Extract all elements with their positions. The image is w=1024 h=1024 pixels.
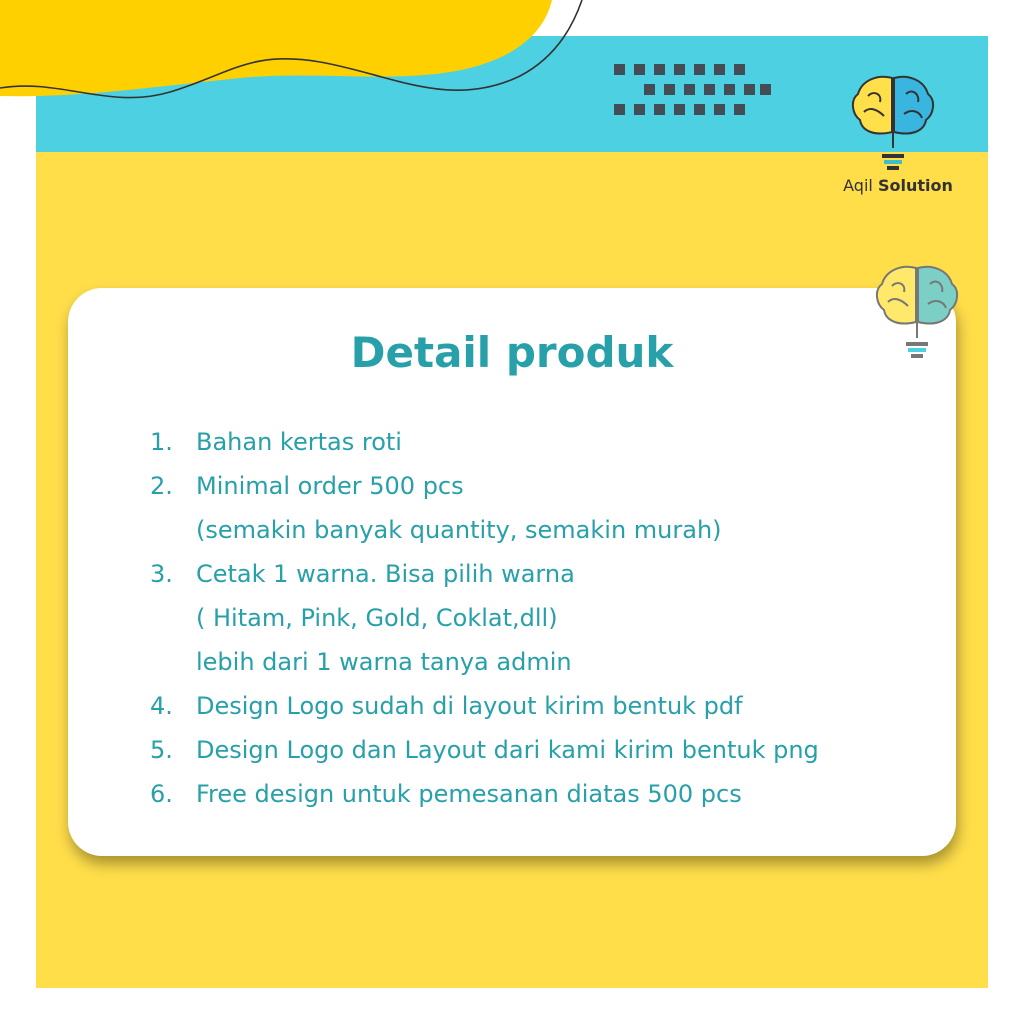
list-item-number: 6.	[150, 780, 173, 808]
yellow-blob-decoration	[0, 0, 600, 110]
list-item-number: 2.	[150, 472, 173, 500]
list-item-text	[196, 772, 742, 816]
list-item-number: 1.	[150, 428, 173, 456]
list-item-line: Design Logo dan Layout dari kami kirim bentuk png	[196, 736, 819, 764]
list-item	[150, 684, 819, 728]
list-item-line: ( Hitam, Pink, Gold, Coklat,dll)	[196, 604, 558, 632]
brand-name-regular: Aqil	[843, 176, 873, 195]
list-item-text	[196, 684, 743, 728]
list-item-line: Minimal order 500 pcs	[196, 472, 464, 500]
dot-grid-decoration	[614, 64, 774, 120]
list-item-line: Design Logo sudah di layout kirim bentuk pdf	[196, 692, 743, 720]
list-item-number: 3.	[150, 560, 173, 588]
list-item-number: 4.	[150, 692, 173, 720]
list-item	[150, 772, 819, 816]
brand-name	[842, 176, 954, 195]
list-item-text	[196, 552, 575, 684]
list-item-number: 5.	[150, 736, 173, 764]
list-item-line: (semakin banyak quantity, semakin murah)	[196, 516, 722, 544]
list-item-line: Free design untuk pemesanan diatas 500 pcs	[196, 780, 742, 808]
list-item-line: lebih dari 1 warna tanya admin	[196, 648, 572, 676]
list-item	[150, 464, 819, 552]
product-detail-list	[150, 420, 819, 816]
list-item	[150, 728, 819, 772]
list-item-text	[196, 728, 819, 772]
list-item-line: Bahan kertas roti	[196, 428, 402, 456]
list-item	[150, 420, 819, 464]
brand-name-bold: Solution	[877, 176, 953, 195]
list-item-text	[196, 420, 402, 464]
list-item-line: Cetak 1 warna. Bisa pilih warna	[196, 560, 575, 588]
list-item-text	[196, 464, 722, 552]
brain-lightbulb-icon	[848, 70, 938, 180]
list-item	[150, 552, 819, 684]
page-title: Detail produk	[350, 328, 674, 377]
